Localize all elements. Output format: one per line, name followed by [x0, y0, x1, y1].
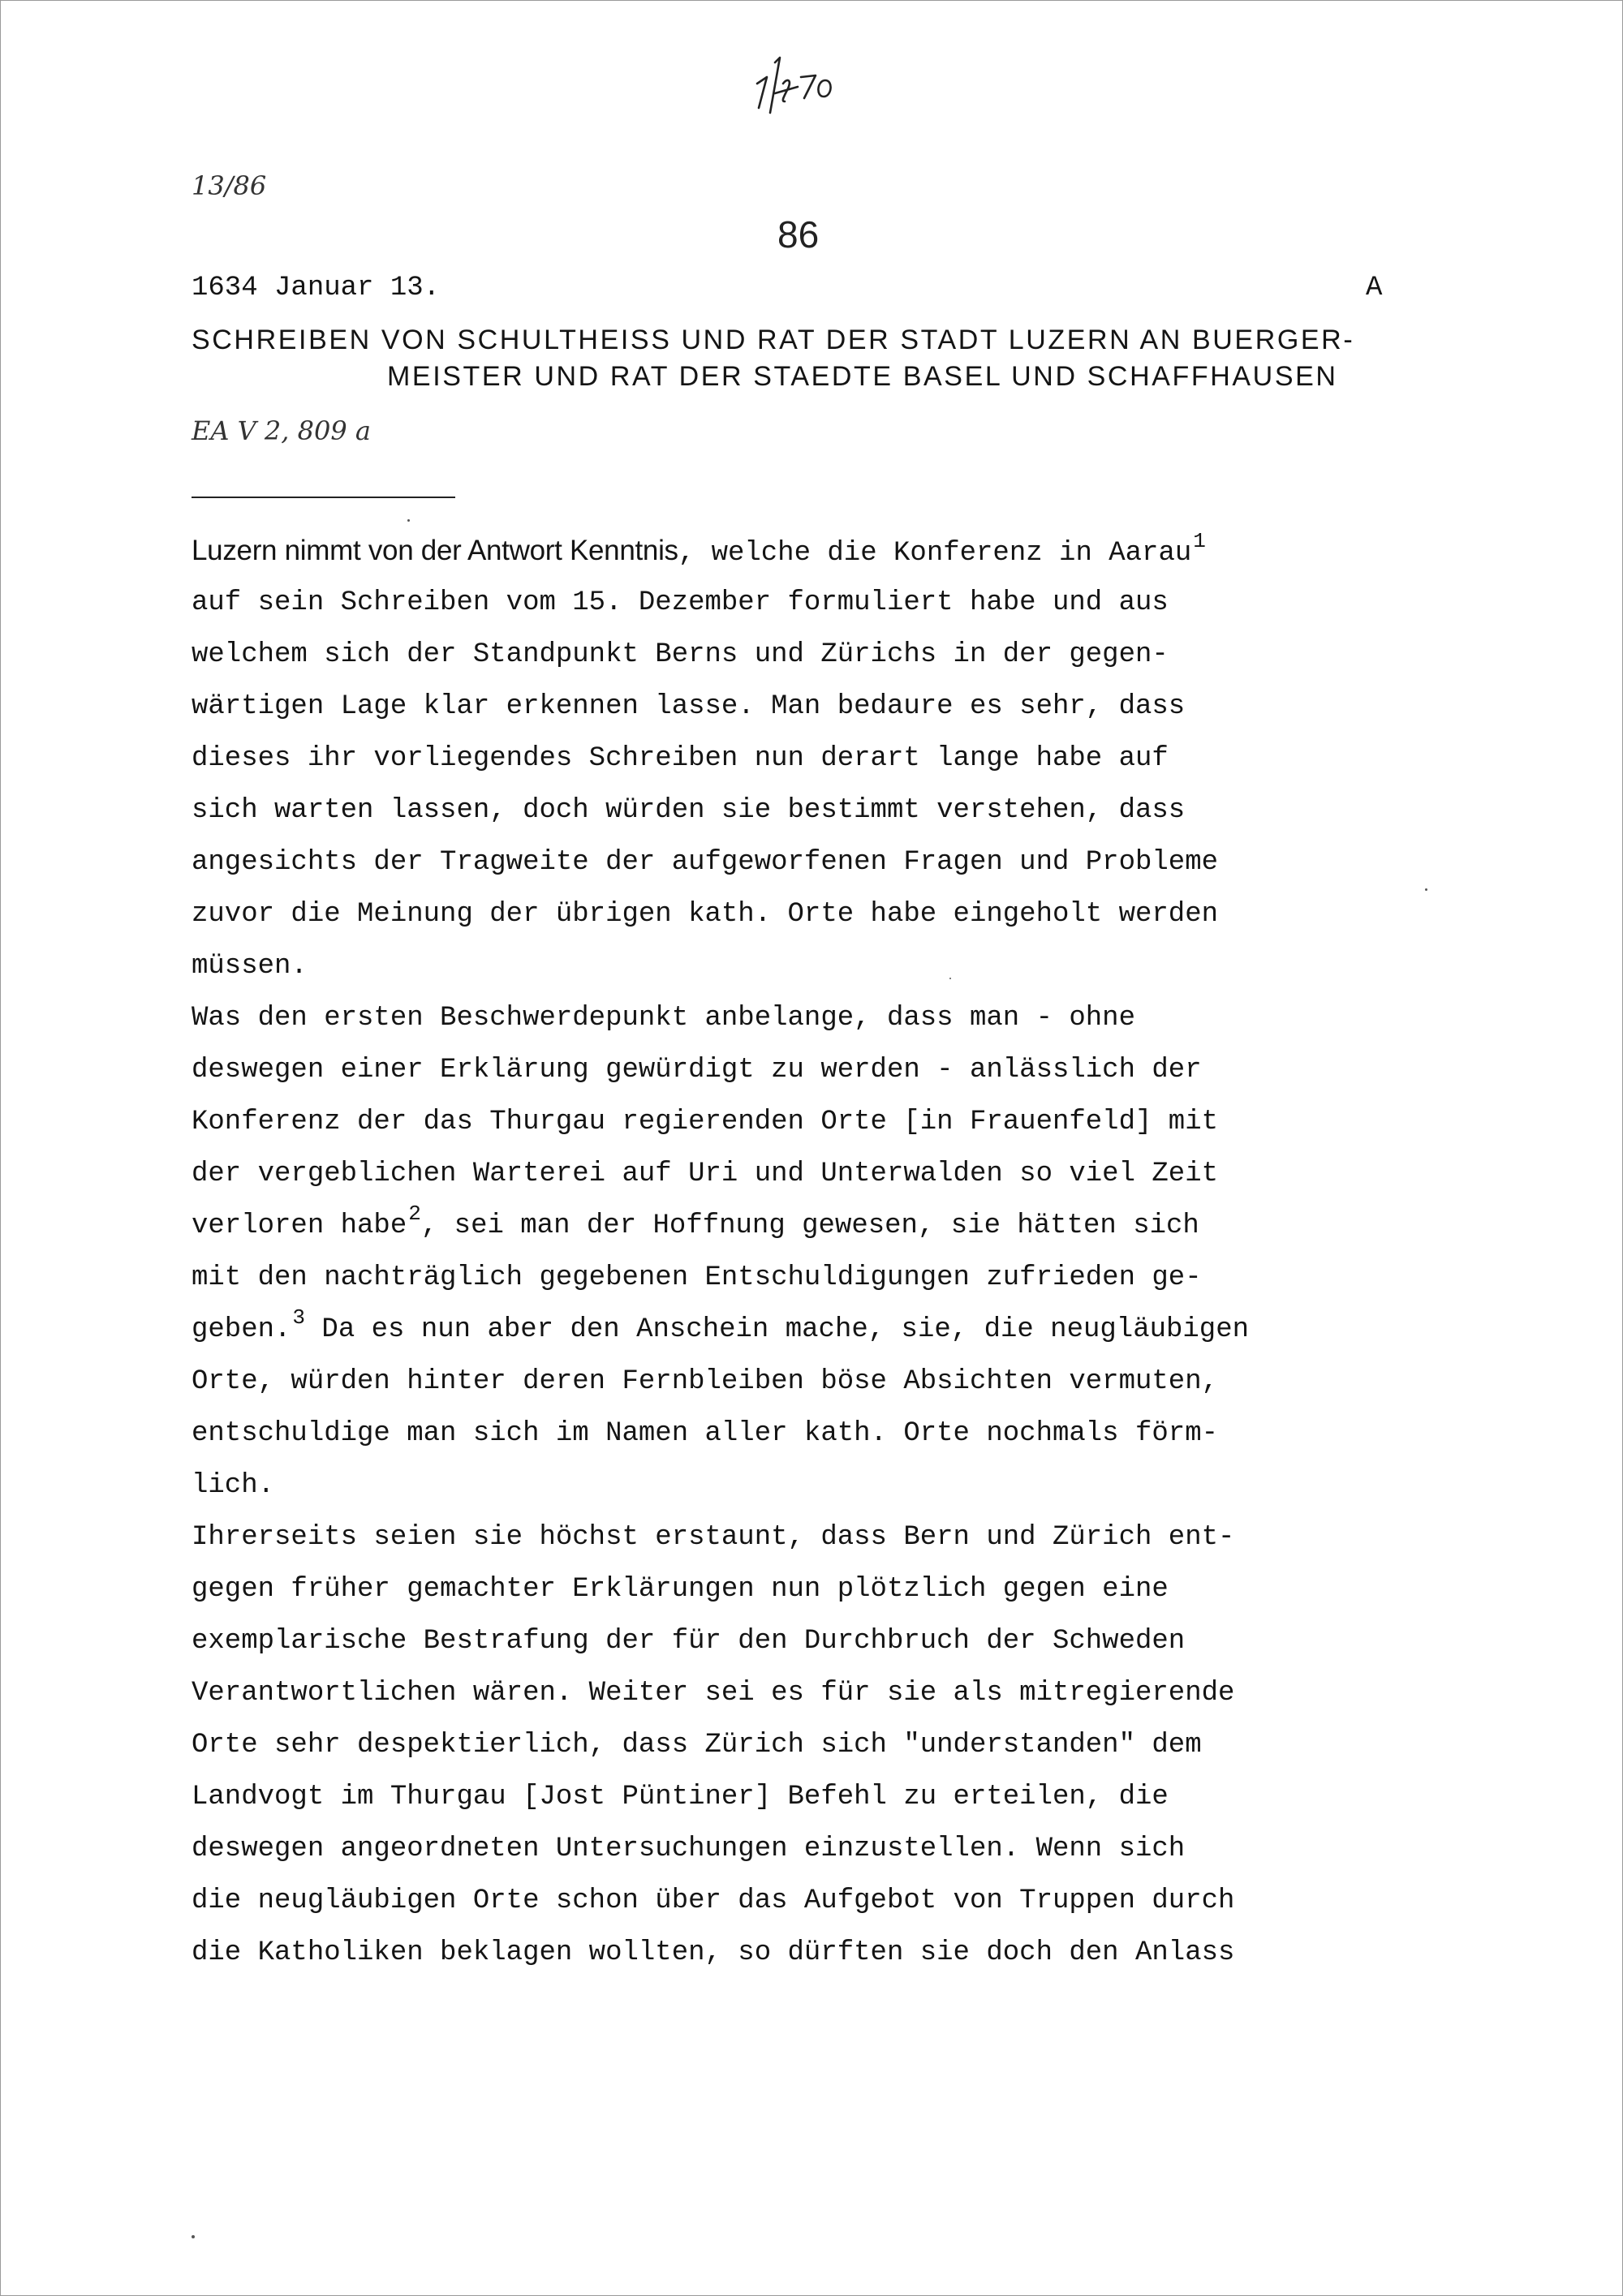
scan-speck	[407, 519, 410, 522]
body-line: angesichts der Tragweite der aufgeworfenen Fragen und Probleme	[192, 847, 1219, 878]
document-number: 86	[777, 213, 820, 256]
body-line: die Katholiken beklagen wollten, so dürften sie doch den Anlass	[192, 1937, 1235, 1968]
body-line-part: Da es nun aber den Anschein mache, sie, die neugläubigen	[305, 1314, 1250, 1345]
scan-speck	[192, 2235, 195, 2238]
body-line: entschuldige man sich im Namen aller kath. Orte nochmals förm-	[192, 1418, 1219, 1449]
body-line: müssen.	[192, 951, 308, 982]
body-line: gegen früher gemachter Erklärungen nun plötzlich gegen eine	[192, 1574, 1169, 1605]
body-line: welchem sich der Standpunkt Berns und Zürichs in der gegen-	[192, 639, 1169, 670]
archive-reference: 13/86	[192, 170, 267, 201]
handwritten-folio-mark	[751, 45, 889, 118]
body-line: der vergeblichen Warterei auf Uri und Unterwalden so viel Zeit	[192, 1159, 1219, 1189]
source-reference: EA V 2, 809 a	[192, 415, 371, 446]
body-line: Konferenz der das Thurgau regierenden Orte [in Frauenfeld] mit	[192, 1107, 1219, 1137]
footnote-marker: 1	[1193, 529, 1206, 553]
body-line: auf sein Schreiben vom 15. Dezember formuliert habe und aus	[192, 587, 1169, 618]
body-line: Orte sehr despektierlich, dass Zürich sich "understanden" dem	[192, 1730, 1202, 1761]
document-heading-line-1: SCHREIBEN VON SCHULTHEISS UND RAT DER STADT LUZERN AN BUERGER-	[192, 325, 1355, 355]
document-type-letter: A	[1366, 273, 1383, 303]
body-line	[192, 1204, 1457, 1256]
body-line-rest: , welche die Konferenz in Aarau	[678, 538, 1192, 569]
body-text	[192, 529, 1457, 1983]
body-line	[192, 1305, 1457, 1360]
body-line: deswegen einer Erklärung gewürdigt zu werden - anlässlich der	[192, 1055, 1202, 1086]
body-line: Landvogt im Thurgau [Jost Püntiner] Befehl zu erteilen, die	[192, 1782, 1169, 1812]
body-line: exemplarische Bestrafung der für den Durchbruch der Schweden	[192, 1626, 1186, 1657]
document-date: 1634 Januar 13.	[192, 273, 441, 303]
body-line-part: verloren habe	[192, 1210, 407, 1241]
body-line: dieses ihr vorliegendes Schreiben nun derart lange habe auf	[192, 743, 1169, 774]
scan-speck	[1425, 888, 1427, 891]
body-line: Verantwortlichen wären. Weiter sei es für sie als mitregierende	[192, 1678, 1235, 1709]
separator-rule	[192, 497, 455, 498]
body-line: sich warten lassen, doch würden sie bestimmt verstehen, dass	[192, 795, 1186, 826]
body-line-part: geben.	[192, 1314, 291, 1345]
body-line: wärtigen Lage klar erkennen lasse. Man bedaure es sehr, dass	[192, 691, 1186, 722]
body-line-part: , sei man der Hoffnung gewesen, sie hätten sich	[420, 1210, 1199, 1241]
body-line: Ihrerseits seien sie höchst erstaunt, dass Bern und Zürich ent-	[192, 1522, 1235, 1553]
footnote-marker: 2	[408, 1202, 421, 1226]
body-line: zuvor die Meinung der übrigen kath. Orte habe eingeholt werden	[192, 899, 1219, 930]
body-line: mit den nachträglich gegebenen Entschuldigungen zufrieden ge-	[192, 1262, 1202, 1293]
footnote-marker: 3	[292, 1305, 306, 1330]
document-heading-line-2: MEISTER UND RAT DER STAEDTE BASEL UND SCHAFFHAUSEN	[387, 361, 1338, 392]
body-line: deswegen angeordneten Untersuchungen einzustellen. Wenn sich	[192, 1834, 1186, 1864]
scan-speck	[949, 978, 951, 979]
body-line: Was den ersten Beschwerdepunkt anbelange, dass man - ohne	[192, 1003, 1135, 1034]
body-line-lead: Luzern nimmt von der Antwort Kenntnis	[192, 535, 678, 566]
body-line: lich.	[192, 1470, 275, 1501]
body-line: Orte, würden hinter deren Fernbleiben böse Absichten vermuten,	[192, 1366, 1219, 1397]
body-line: die neugläubigen Orte schon über das Aufgebot von Truppen durch	[192, 1885, 1235, 1916]
body-line	[192, 529, 1457, 581]
